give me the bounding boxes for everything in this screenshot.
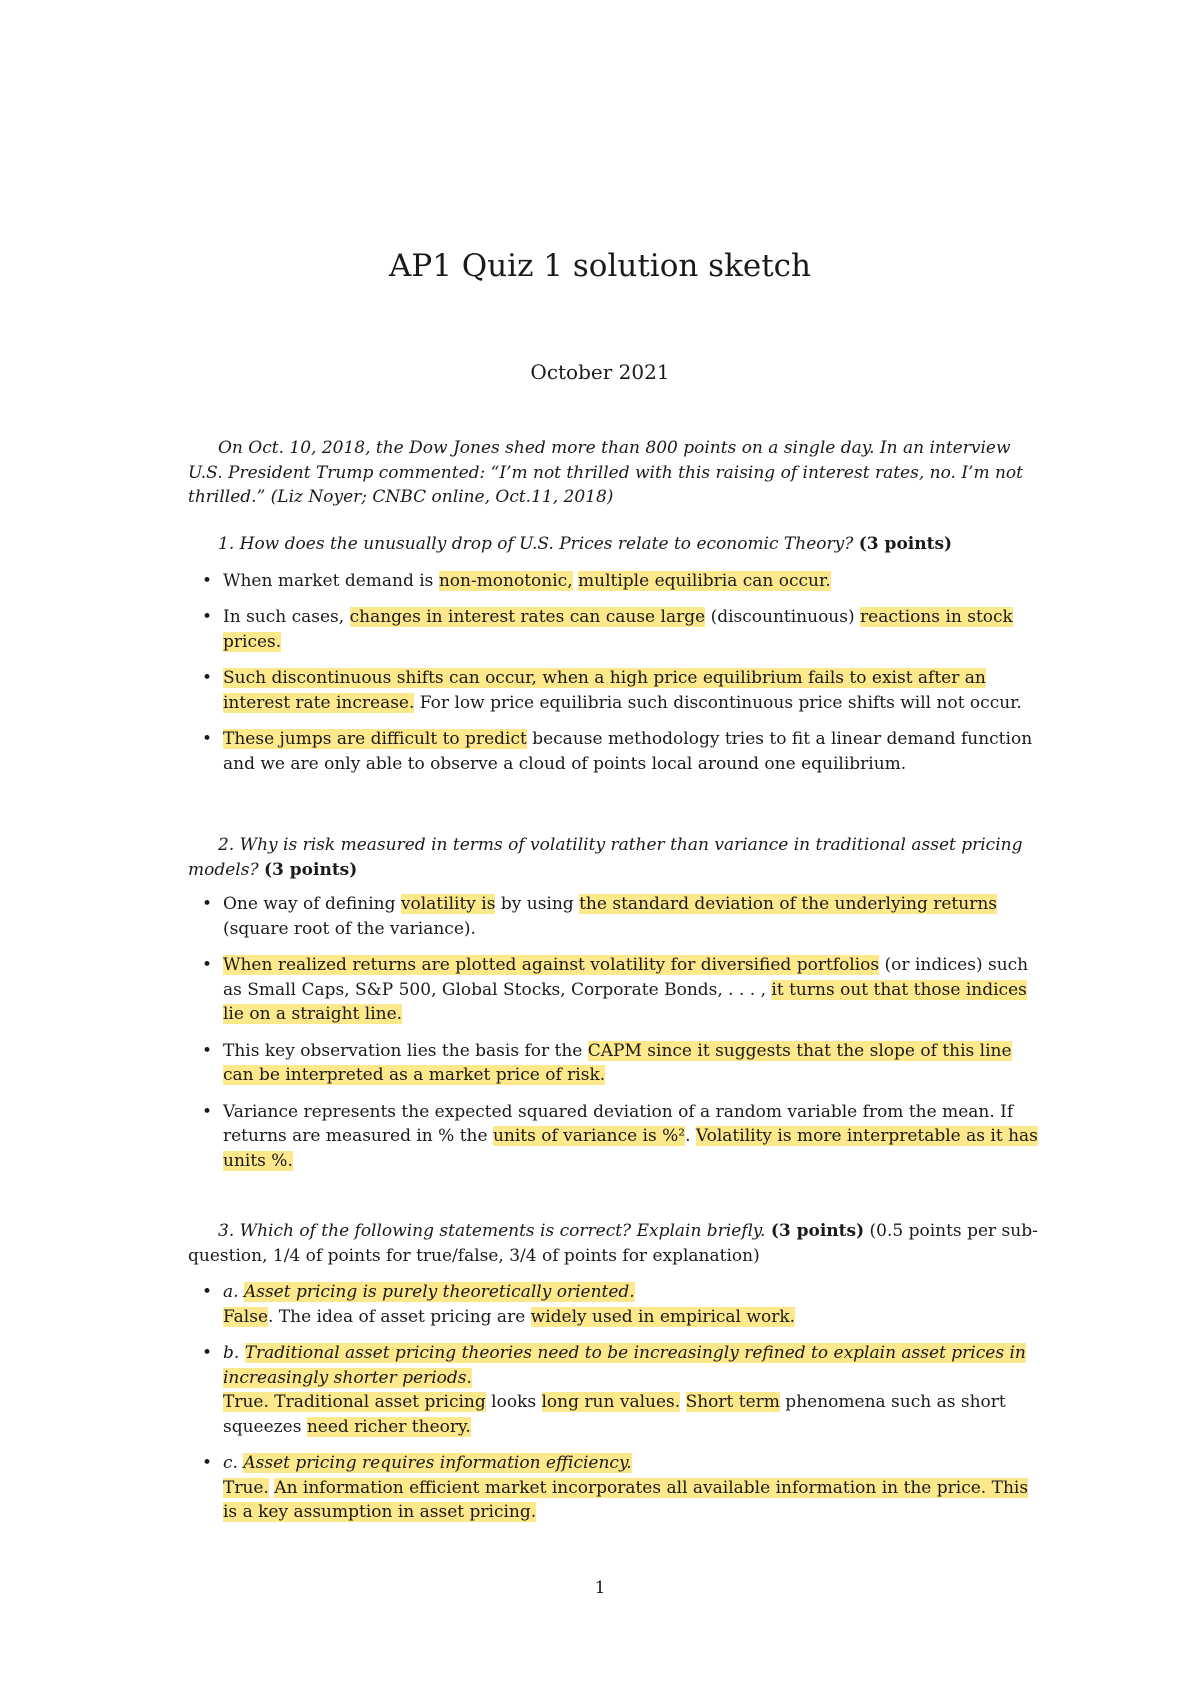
- verdict: True.: [223, 1477, 269, 1498]
- page-title: AP1 Quiz 1 solution sketch: [388, 248, 811, 284]
- highlight: Such discontinuous shifts can occur, when a high price equilibrium fails to exist after an interest rate increase.: [223, 668, 986, 713]
- highlight: An information efficient market incorporates all available information in the price. This is a key assumption in asset pricing.: [223, 1477, 1029, 1522]
- answer-text: by using: [495, 894, 580, 914]
- answer-text: (square root of the variance).: [223, 918, 476, 939]
- highlight: reactions in stock prices.: [223, 607, 1013, 652]
- highlight: multiple equilibria can occur.: [578, 570, 831, 591]
- list-item: [188, 1451, 1038, 1525]
- answer-text: Variance represents the expected squared deviation of a random variable from the mean. If returns are measured in % the: [223, 1101, 1014, 1146]
- highlight: non-monotonic,: [438, 570, 573, 591]
- highlight: changes in interest rates can cause large: [349, 607, 706, 627]
- document-date: October 2021: [530, 360, 670, 384]
- list-item: [188, 727, 1038, 776]
- question-1-text: 1. How does the unusually drop of U.S. Prices relate to economic Theory?: [218, 534, 854, 554]
- highlight: CAPM since it suggests that the slope of this line can be interpreted as a market price of risk.: [223, 1040, 1012, 1085]
- list-item: [188, 1280, 1038, 1329]
- question-3-note: (0.5 points per sub-question, 1/4 of points for true/false, 3/4 of points for explanation): [188, 1221, 1038, 1266]
- question-2-text: 2. Why is risk measured in terms of volatility rather than variance in traditional asset pricing models?: [188, 835, 1023, 880]
- question-3-heading: [188, 1219, 1038, 1268]
- list-item: [188, 666, 1038, 715]
- highlight: widely used in empirical work.: [530, 1306, 796, 1327]
- highlight: need richer theory.: [306, 1416, 471, 1437]
- question-3-answers: [188, 1280, 1038, 1525]
- question-2-heading: [188, 833, 1038, 882]
- answer-text: (discountinuous): [705, 607, 861, 627]
- sub-question-label: a.: [223, 1282, 244, 1302]
- verdict: True. Traditional asset pricing: [223, 1392, 486, 1412]
- list-item: [188, 1341, 1038, 1439]
- intro-paragraph: [188, 436, 1038, 510]
- answer-text: For low price equilibria such discontinuous price shifts will not occur.: [414, 692, 1022, 713]
- answer-text: When market demand is: [223, 570, 439, 591]
- sub-question-statement: Traditional asset pricing theories need to be increasingly refined to explain asset prices in increasingly shorter periods.: [223, 1343, 1026, 1388]
- page-number: 1: [594, 1578, 606, 1598]
- list-item: [188, 569, 1038, 594]
- list-item: [188, 892, 1038, 941]
- answer-text: . The idea of asset pricing are: [268, 1306, 531, 1327]
- sub-question-statement: Asset pricing is purely theoretically oriented.: [243, 1282, 635, 1302]
- answer-text: .: [685, 1126, 696, 1146]
- highlight: Volatility is more interpretable as it has units %.: [223, 1126, 1038, 1171]
- list-item: [188, 953, 1038, 1027]
- list-item: [188, 605, 1038, 654]
- answer-text: In such cases,: [223, 607, 350, 627]
- question-1-answers: [188, 569, 1038, 777]
- question-1: [188, 532, 1038, 776]
- highlight: When realized returns are plotted against volatility for diversified portfolios: [223, 955, 880, 975]
- highlight: Short term: [685, 1392, 780, 1412]
- answer-text: [680, 1392, 685, 1412]
- question-2: [188, 833, 1038, 1173]
- highlight: volatility is: [400, 894, 496, 914]
- verdict: False: [223, 1306, 268, 1327]
- highlight: the standard deviation of the underlying returns: [579, 894, 998, 914]
- highlight: long run values.: [541, 1392, 681, 1412]
- sub-question-statement: Asset pricing requires information efficiency.: [243, 1453, 632, 1473]
- question-3-points: (3 points): [770, 1221, 865, 1241]
- question-1-heading: [188, 532, 1038, 557]
- question-2-points: (3 points): [263, 859, 358, 880]
- answer-text: One way of defining: [223, 894, 401, 914]
- answer-text: looks: [485, 1392, 542, 1412]
- answer-text: because methodology tries to fit a linear demand function and we are only able to observe a cloud of points local around one equilibrium.: [223, 729, 1033, 774]
- answer-text: phenomena such as short squeezes: [223, 1392, 1006, 1437]
- highlight: it turns out that those indices lie on a straight line.: [223, 979, 1027, 1024]
- sub-question-label: b.: [223, 1343, 245, 1363]
- answer-text: This key observation lies the basis for the: [223, 1040, 588, 1061]
- intro-text: On Oct. 10, 2018, the Dow Jones shed more than 800 points on a single day. In an interview U.S. President Trump commented: “I’m not thrilled with this raising of interest rates, no. I’m not thrilled.” (Liz Noyer; CNBC online, Oct.11, 2018): [188, 438, 1023, 507]
- question-1-points: (3 points): [858, 534, 953, 554]
- list-item: [188, 1039, 1038, 1088]
- list-item: [188, 1100, 1038, 1174]
- question-3: [188, 1219, 1038, 1525]
- highlight: These jumps are difficult to predict: [223, 729, 527, 749]
- question-2-answers: [188, 892, 1038, 1173]
- question-3-text: 3. Which of the following statements is correct? Explain briefly.: [218, 1221, 766, 1241]
- highlight: units of variance is %²: [492, 1126, 686, 1146]
- sub-question-label: c.: [223, 1453, 244, 1473]
- answer-text: (or indices) such as Small Caps, S&P 500, Global Stocks, Corporate Bonds, . . . ,: [223, 955, 1029, 1000]
